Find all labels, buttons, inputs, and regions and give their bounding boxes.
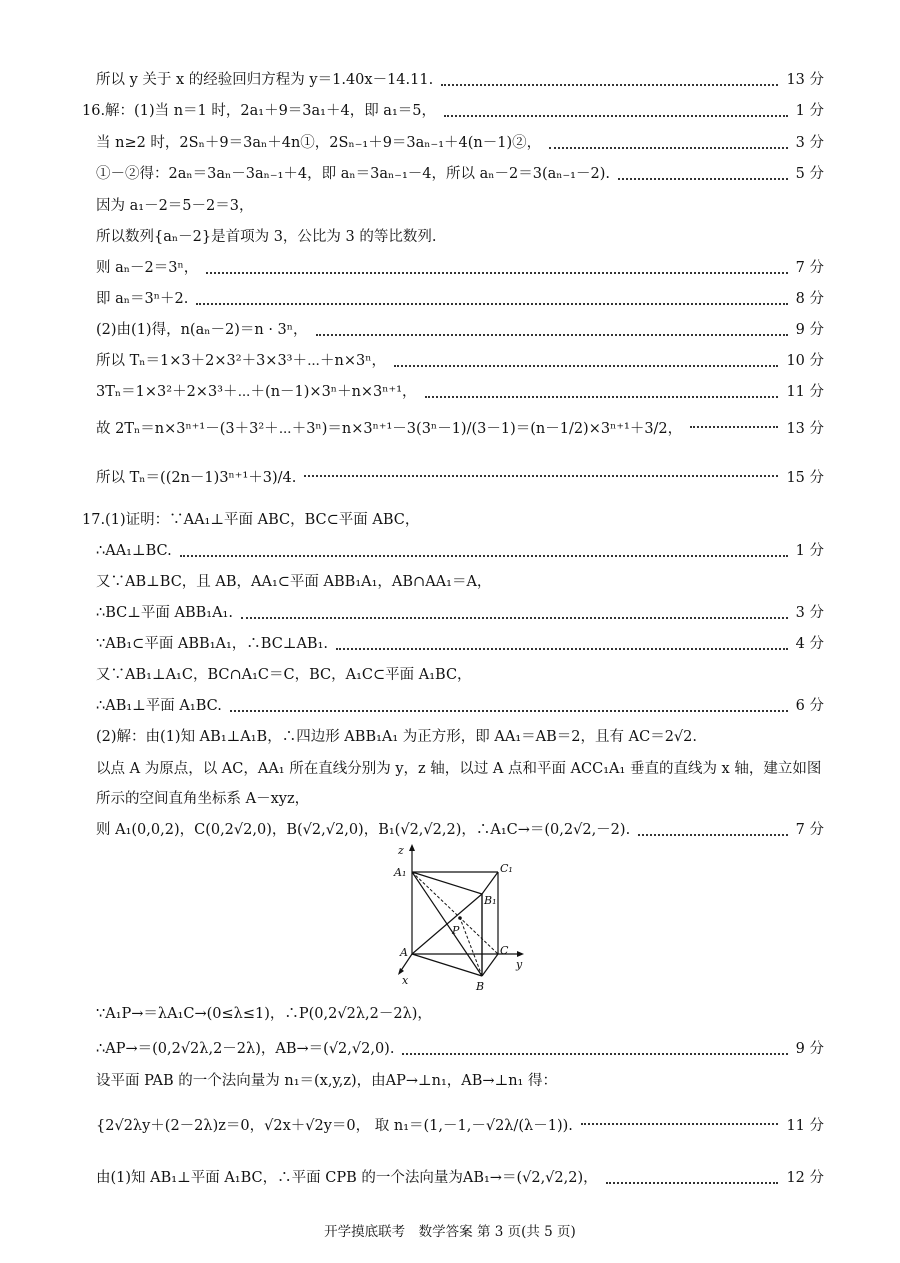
line-q17-bc-ab1: ∵AB₁⊂平面 ABB₁A₁，∴BC⊥AB₁. 4 分 <box>96 636 824 652</box>
label-a1: A₁ <box>394 866 407 879</box>
diag-ab1 <box>412 894 482 954</box>
line-q16-geometric: 所以数列{aₙ－2}是首项为 3，公比为 3 的等比数列. <box>96 229 437 245</box>
seg-bp-dashed <box>460 918 482 976</box>
diag-a1c-dashed <box>412 872 498 954</box>
label-c: C <box>500 944 509 957</box>
label-b: B <box>476 980 485 992</box>
label-p: P <box>452 924 460 937</box>
point-p <box>458 916 462 920</box>
prism-figure <box>390 842 530 992</box>
line-q16-part2: (2)由(1)得，n(aₙ－2)＝n · 3ⁿ， 9 分 <box>96 322 824 338</box>
line-q17-normal-cpb: 由(1)知 AB₁⊥平面 A₁BC，∴平面 CPB 的一个法向量为AB₁→＝(√2,√2,2)， 12 分 <box>96 1170 824 1186</box>
edge-a1b1 <box>412 872 482 894</box>
line-q17-part2: (2)解：由(1)知 AB₁⊥A₁B，∴四边形 ABB₁A₁ 为正方形，即 AA₁＝AB＝2，且有 AC＝2√2. <box>96 729 697 745</box>
line-q17-coord-setup: 以点 A 为原点，以 AC，AA₁ 所在直线分别为 y，z 轴，以过 A 点和平面 ACC₁A₁ 垂直的直线为 x 轴，建立如图 <box>96 761 822 777</box>
label-b1: B₁ <box>484 894 497 907</box>
line-q17-normal-setup: 设平面 PAB 的一个法向量为 n₁＝(x,y,z)，由AP→⊥n₁，AB→⊥n₁ 得： <box>96 1073 557 1089</box>
z-axis-arrow <box>409 844 415 851</box>
line-q17-ab1-a1c: 又∵AB₁⊥A₁C，BC∩A₁C＝C，BC，A₁C⊂平面 A₁BC， <box>96 667 472 683</box>
label-x: x <box>402 974 409 987</box>
line-q16-tn-result: 所以 Tₙ＝((2n－1)3ⁿ⁺¹＋3)/4. 15 分 <box>96 470 824 486</box>
line-q16-tn: 所以 Tₙ＝1×3＋2×3²＋3×3³＋⋯＋n×3ⁿ， 10 分 <box>96 353 824 369</box>
line-q16-an: 即 aₙ＝3ⁿ＋2. 8 分 <box>96 291 824 307</box>
line-q17-coord-system: 所示的空间直角坐标系 A－xyz， <box>96 791 310 807</box>
line-q16-part1: 16.解：(1)当 n＝1 时，2a₁＋9＝3a₁＋4，即 a₁＝5， 1 分 <box>82 103 824 119</box>
label-a: A <box>400 946 408 959</box>
line-q17-system: {2√2λy＋(2－2λ)z＝0，√2x＋√2y＝0， 取 n₁＝(1,－1,－√2λ/(λ－1)). 11 分 <box>96 1118 824 1134</box>
line-q16-subtract: ①－②得：2aₙ＝3aₙ－3aₙ₋₁＋4，即 aₙ＝3aₙ₋₁－4，所以 aₙ－2＝3(aₙ₋₁－2). 5 分 <box>96 166 824 182</box>
label-y: y <box>516 958 523 971</box>
line-q17-ab-bc: 又∵AB⊥BC，且 AB，AA₁⊂平面 ABB₁A₁，AB∩AA₁＝A， <box>96 574 492 590</box>
y-axis-arrow <box>517 951 524 957</box>
line-q17-bc-plane: ∴BC⊥平面 ABB₁A₁. 3 分 <box>96 605 824 621</box>
line-q16-an-minus-2: 则 aₙ－2＝3ⁿ， 7 分 <box>96 260 824 276</box>
label-c1: C₁ <box>500 862 513 875</box>
line-q16-2tn: 故 2Tₙ＝n×3ⁿ⁺¹－(3＋3²＋⋯＋3ⁿ)＝n×3ⁿ⁺¹－3(3ⁿ－1)/(3－1)＝(n－1/2)×3ⁿ⁺¹＋3/2， 13 分 <box>96 421 824 437</box>
edge-bc <box>482 954 498 976</box>
line-q17-ap-ab: ∴AP→＝(0,2√2λ,2－2λ)，AB→＝(√2,√2,0). 9 分 <box>96 1041 824 1057</box>
line-q17-points: 则 A₁(0,0,2)，C(0,2√2,0)，B(√2,√2,0)，B₁(√2,√2,2)，∴A₁C→＝(0,2√2,－2). 7 分 <box>96 822 824 838</box>
line-regression: 所以 y 关于 x 的经验回归方程为 y＝1.40x－14.11. 13 分 <box>96 72 824 88</box>
line-q17-aa1-bc: ∴AA₁⊥BC. 1 分 <box>96 543 824 559</box>
edge-b1c1 <box>482 872 498 894</box>
edge-ab <box>412 954 482 976</box>
page-footer: 开学摸底联考 数学答案 第 3 页(共 5 页) <box>324 1224 576 1240</box>
prism-diagram <box>390 842 530 992</box>
line-q16-3tn: 3Tₙ＝1×3²＋2×3³＋⋯＋(n－1)×3ⁿ＋n×3ⁿ⁺¹， 11 分 <box>96 384 824 400</box>
line-q17-conclusion: ∴AB₁⊥平面 A₁BC. 6 分 <box>96 698 824 714</box>
line-q16-n-ge-2: 当 n≥2 时，2Sₙ＋9＝3aₙ＋4n①，2Sₙ₋₁＋9＝3aₙ₋₁＋4(n－1)②， 3 分 <box>96 135 824 151</box>
line-q17-proof: 17.(1)证明：∵AA₁⊥平面 ABC，BC⊂平面 ABC， <box>82 512 420 528</box>
label-z: z <box>398 844 404 857</box>
line-q17-a1p: ∵A₁P→＝λA₁C→(0≤λ≤1)，∴P(0,2√2λ,2－2λ)， <box>96 1006 432 1022</box>
line-q16-since: 因为 a₁－2＝5－2＝3， <box>96 198 254 214</box>
